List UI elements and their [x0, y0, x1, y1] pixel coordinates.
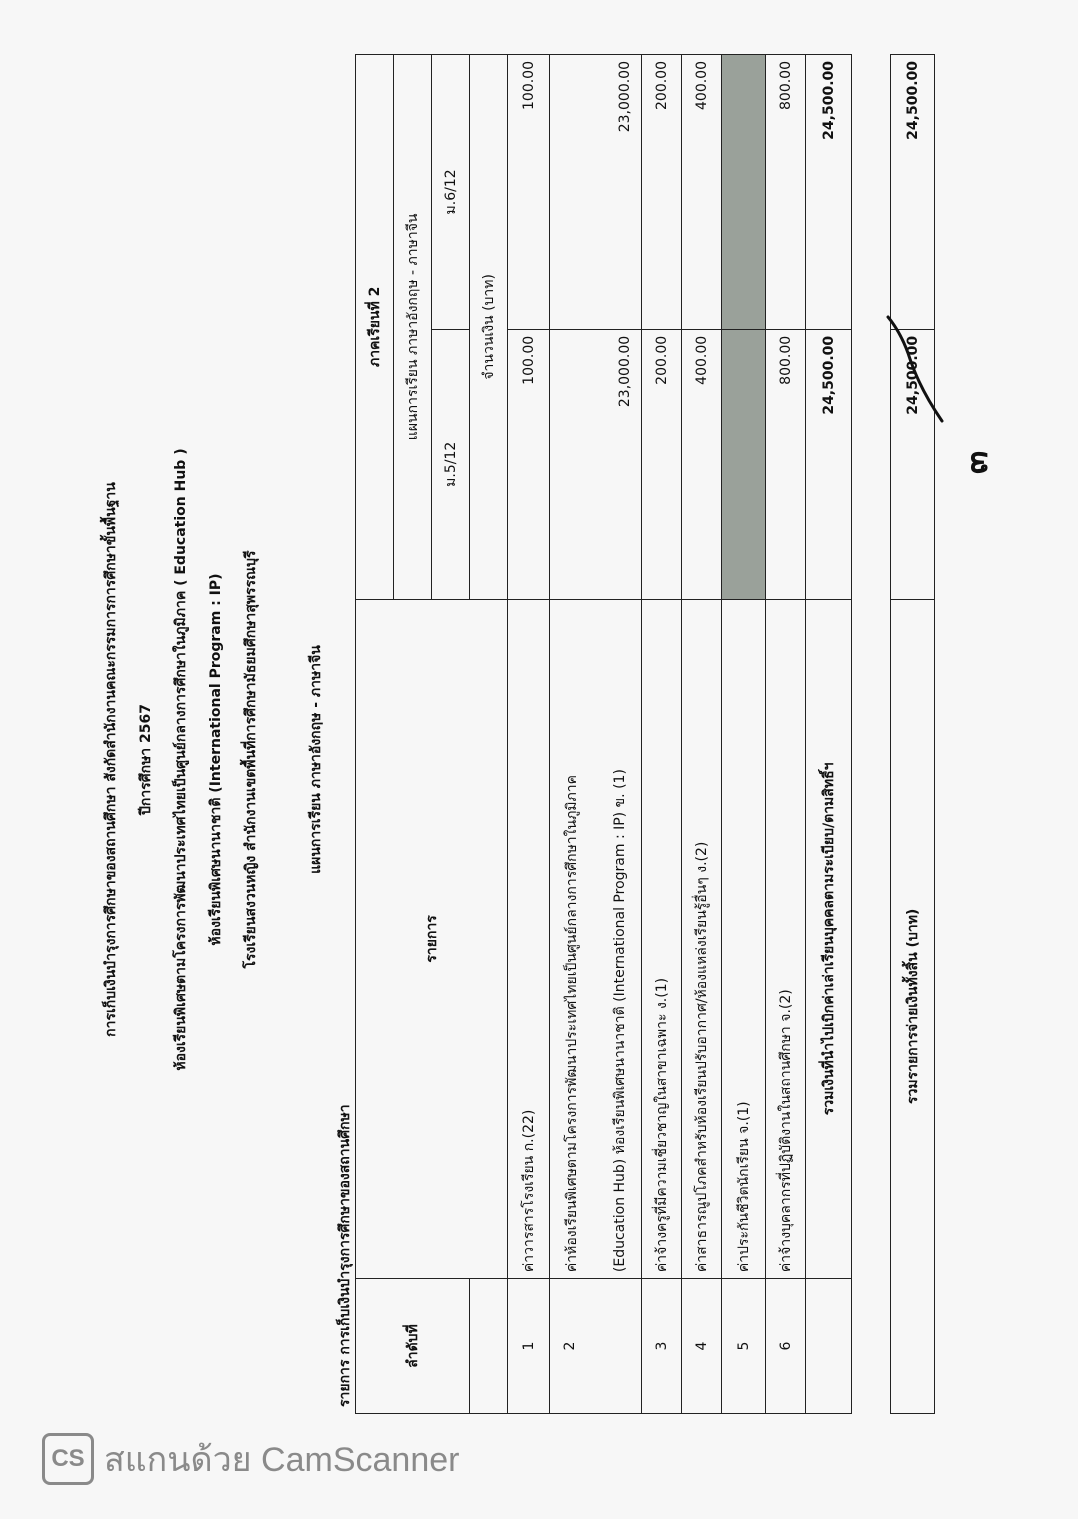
row-value-m6: 200.00 [642, 55, 682, 330]
amount-header: จำนวนเงิน (บาท) [470, 55, 508, 600]
grade-m6-header: ม.6/12 [432, 55, 470, 330]
row-no: 5 [722, 1279, 766, 1414]
camscanner-watermark [42, 1432, 459, 1486]
camscanner-logo-icon: CS [42, 1433, 94, 1485]
row-no: 4 [682, 1279, 722, 1414]
plan-header: แผนการเรียน ภาษาอังกฤษ - ภาษาจีน [394, 55, 432, 600]
fee-table [355, 54, 852, 1414]
row-item [550, 599, 642, 1278]
grade-m5-header: ม.5/12 [432, 329, 470, 599]
row-value-m5: 23,000.00 [550, 329, 642, 599]
table-row [722, 55, 766, 1414]
header-line-3: ห้องเรียนพิเศษตามโครงการพัฒนาประเทศไทยเป็นศูนย์กลางการศึกษาในภูมิภาค ( Education Hub ) [173, 448, 189, 1071]
table-row [682, 55, 722, 1414]
row-item: ค่าวารสารโรงเรียน ก.(22) [508, 599, 550, 1278]
row-value-m6: 800.00 [766, 55, 806, 330]
table-row [642, 55, 682, 1414]
subtotal-m6: 24,500.00 [806, 55, 852, 330]
row-value-m6-shaded [722, 55, 766, 330]
header-school: โรงเรียนสงวนหญิง สำนักงานเขตพื้นที่การศึกษามัธยมศึกษาสุพรรณบุรี [243, 550, 259, 969]
row-no: 1 [508, 1279, 550, 1414]
row-value-m5: 100.00 [508, 329, 550, 599]
empty-cell [470, 1279, 508, 1414]
row-item: ค่าจ้างบุคลากรที่ปฏิบัติงานในสถานศึกษา จ.(2) [766, 599, 806, 1278]
col-item-header: รายการ [356, 599, 508, 1278]
header-plan: แผนการเรียน ภาษาอังกฤษ - ภาษาจีน [308, 645, 324, 874]
row-value-m6: 23,000.00 [550, 55, 642, 330]
header-line-4: ห้องเรียนพิเศษนานาชาติ (International Program : IP) [208, 573, 224, 946]
row-item-line-1: ค่าห้องเรียนพิเศษตามโครงการพัฒนาประเทศไทยเป็นศูนย์กลางการศึกษาในภูมิภาค [563, 775, 580, 1273]
empty-cell [806, 1279, 852, 1414]
total-label: รวมรายการจ่ายเงินทั้งสิ้น (บาท) [891, 599, 935, 1413]
table-caption: รายการ การเก็บเงินบำรุงการศึกษาของสถานศึกษา [337, 1104, 353, 1407]
row-item: ค่าสาธารณูปโภคสำหรับห้องเรียนปรับอากาศ/ห้องแหล่งเรียนรู้อื่นๆ ง.(2) [682, 599, 722, 1278]
row-value-m5: 800.00 [766, 329, 806, 599]
row-item: ค่าประกันชีวิตนักเรียน จ.(1) [722, 599, 766, 1278]
table-row [508, 55, 550, 1414]
subtotal-m5: 24,500.00 [806, 329, 852, 599]
camscanner-text: สแกนด้วย CamScanner [104, 1441, 460, 1479]
subtotal-row [806, 55, 852, 1414]
row-item-line-2: (Education Hub) ห้องเรียนพิเศษนานาชาติ (International Program : IP) ข. (1) [611, 769, 628, 1273]
row-no: 2 [550, 1279, 642, 1414]
header-academic-year: ปีการศึกษา 2567 [138, 703, 154, 816]
row-value-m6: 400.00 [682, 55, 722, 330]
row-item: ค่าจ้างครูที่มีความเชี่ยวชาญในสาขาเฉพาะ ง.(1) [642, 599, 682, 1278]
table-row [550, 55, 642, 1414]
row-value-m5: 200.00 [642, 329, 682, 599]
subtotal-label: รวมเงินที่นำไปเบิกค่าเล่าเรียนบุคคลตามระเบียบ/ตามสิทธิ์ฯ [806, 599, 852, 1278]
table-row [766, 55, 806, 1414]
row-value-m5: 400.00 [682, 329, 722, 599]
row-value-m6: 100.00 [508, 55, 550, 330]
row-no: 3 [642, 1279, 682, 1414]
row-no: 6 [766, 1279, 806, 1414]
handwritten-check-mark [880, 309, 950, 429]
total-m5: 24,500.00 [891, 329, 935, 599]
page-number-handwritten: ๓ [956, 450, 996, 474]
semester-header: ภาคเรียนที่ 2 [356, 55, 394, 600]
header-line-1: การเก็บเงินบำรุงการศึกษาของสถานศึกษา สังกัดสำนักงานคณะกรรมการการศึกษาขั้นพื้นฐาน [103, 482, 119, 1037]
col-no-header: ลำดับที่ [356, 1279, 470, 1414]
total-table [890, 54, 935, 1414]
row-value-m5-shaded [722, 329, 766, 599]
total-m6: 24,500.00 [891, 55, 935, 330]
